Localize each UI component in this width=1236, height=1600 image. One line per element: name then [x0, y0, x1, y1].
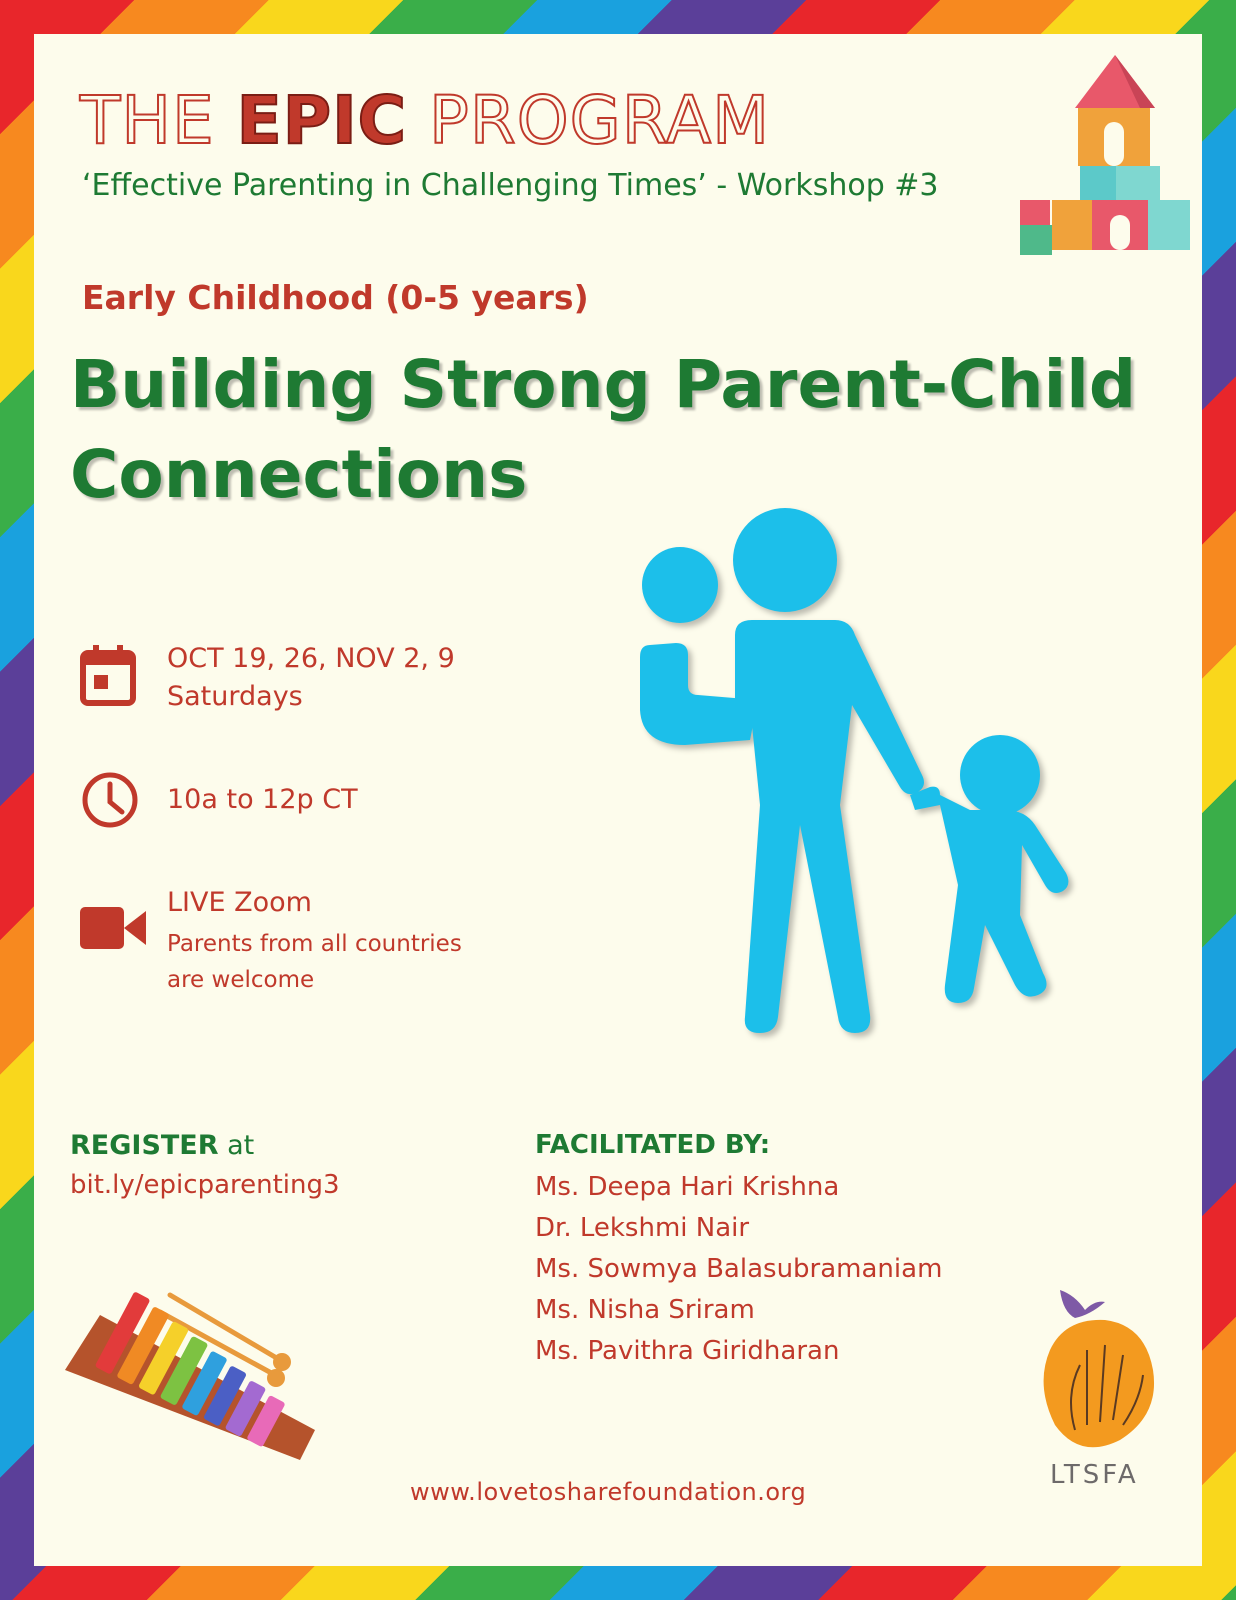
register-label [70, 1130, 254, 1161]
ltsfa-logo [1025, 1290, 1165, 1460]
event-time: 10a to 12p CT [167, 784, 358, 815]
facilitated-by-label: FACILITATED BY: [535, 1130, 771, 1160]
ltsfa-logo-text: LTSFA [1050, 1460, 1139, 1490]
register-label-text: REGISTER [70, 1130, 219, 1161]
title-part2: PROGRAM [407, 82, 771, 159]
age-group: Early Childhood (0-5 years) [82, 278, 589, 317]
facilitator-list [535, 1172, 942, 1377]
title-epic: EPIC [236, 82, 408, 159]
calendar-icon [80, 645, 136, 707]
workshop-subtitle: ‘Effective Parenting in Challenging Times’ - Workshop #3 [82, 168, 939, 203]
facilitator-name: Dr. Lekshmi Nair [535, 1213, 750, 1243]
audience-line-2: are welcome [167, 967, 315, 993]
event-dates: OCT 19, 26, NOV 2, 9 [167, 643, 455, 674]
parent-children-figure [640, 505, 1100, 1045]
building-blocks-illustration [1020, 50, 1195, 260]
facilitator-name: Ms. Deepa Hari Krishna [535, 1172, 840, 1202]
xylophone-illustration [60, 1290, 330, 1500]
clock-icon [80, 770, 140, 830]
program-title [80, 82, 770, 159]
website-link[interactable]: www.lovetosharefoundation.org [410, 1478, 807, 1506]
register-link[interactable]: bit.ly/epicparenting3 [70, 1170, 340, 1200]
title-part1: THE [80, 82, 237, 159]
facilitator-name: Ms. Pavithra Giridharan [535, 1336, 840, 1366]
video-camera-icon [80, 905, 146, 951]
headline: Building Strong Parent-Child Connections [70, 346, 1137, 513]
facilitator-name: Ms. Nisha Sriram [535, 1295, 755, 1325]
event-days: Saturdays [167, 681, 303, 712]
audience-line-1: Parents from all countries [167, 931, 462, 957]
event-format: LIVE Zoom [167, 887, 312, 918]
register-label-suffix: at [218, 1130, 255, 1161]
facilitator-name: Ms. Sowmya Balasubramaniam [535, 1254, 943, 1284]
